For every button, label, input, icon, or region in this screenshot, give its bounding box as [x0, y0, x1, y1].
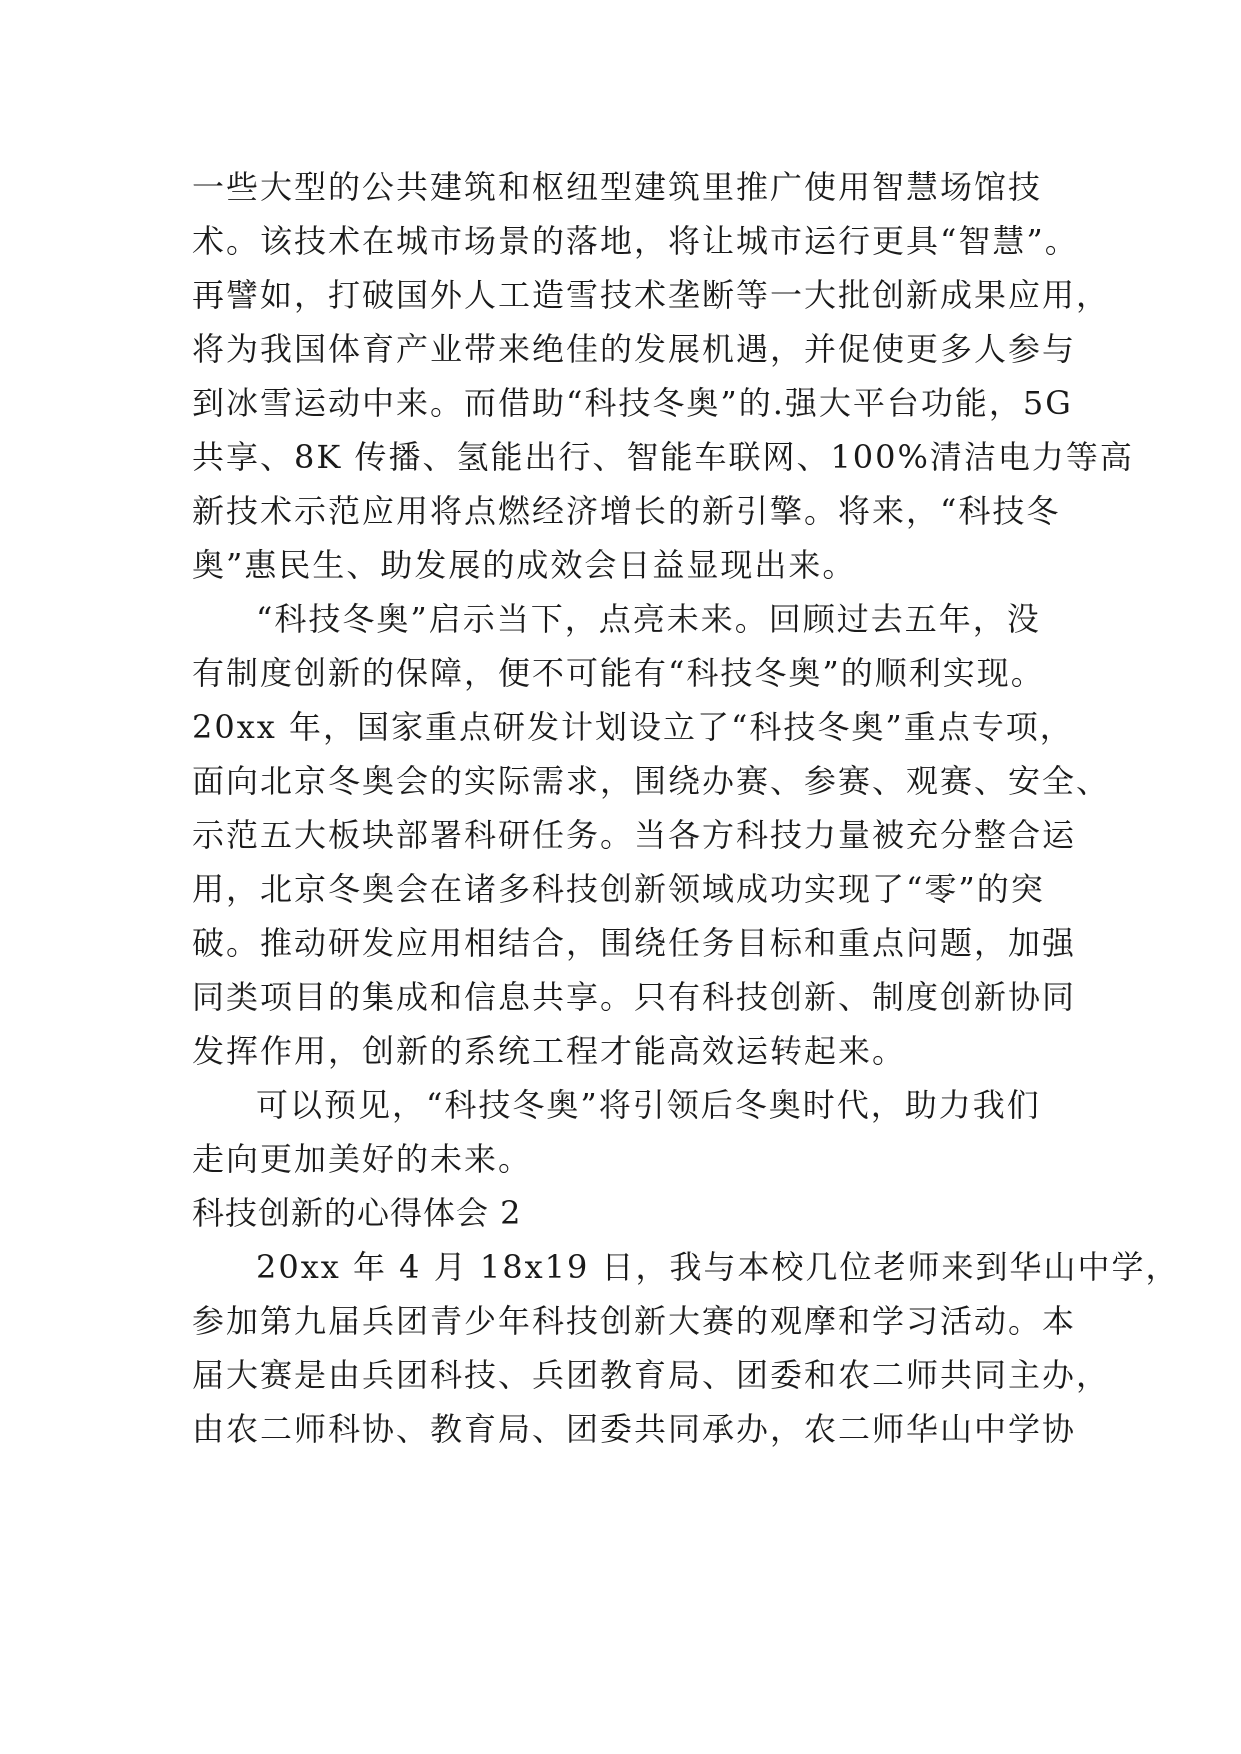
text-line: 术。该技术在城市场景的落地，将让城市运行更具“智慧”。	[192, 222, 1079, 260]
paragraph-first-line: 20xx 年 4 月 18x19 日，我与本校几位老师来到华山中学，	[256, 1248, 1180, 1286]
document-body	[192, 160, 1180, 1456]
text-line: 走向更加美好的未来。	[192, 1140, 533, 1178]
section-heading: 科技创新的心得体会 2	[192, 1194, 522, 1232]
text-line: 20xx 年，国家重点研发计划设立了“科技冬奥”重点专项，	[192, 708, 1074, 746]
text-line: 共享、8K 传播、氢能出行、智能车联网、100%清洁电力等高	[192, 438, 1134, 476]
text-line: 有制度创新的保障，便不可能有“科技冬奥”的顺利实现。	[192, 654, 1045, 692]
text-line: 一些大型的公共建筑和枢纽型建筑里推广使用智慧场馆技	[192, 168, 1043, 206]
text-line: 面向北京冬奥会的实际需求，围绕办赛、参赛、观赛、安全、	[192, 762, 1111, 800]
text-line: 新技术示范应用将点燃经济增长的新引擎。将来，“科技冬	[192, 492, 1061, 530]
text-line: 参加第九届兵团青少年科技创新大赛的观摩和学习活动。本	[192, 1302, 1077, 1340]
text-line: 同类项目的集成和信息共享。只有科技创新、制度创新协同	[192, 978, 1077, 1016]
text-line: 奥”惠民生、助发展的成效会日益显现出来。	[192, 546, 857, 584]
text-line: 届大赛是由兵团科技、兵团教育局、团委和农二师共同主办，	[192, 1356, 1111, 1394]
paragraph-first-line: “科技冬奥”启示当下，点亮未来。回顾过去五年，没	[256, 600, 1041, 638]
text-line: 再譬如，打破国外人工造雪技术垄断等一大批创新成果应用，	[192, 276, 1111, 314]
text-line: 到冰雪运动中来。而借助“科技冬奥”的.强大平台功能，5G	[192, 384, 1073, 422]
text-line: 示范五大板块部署科研任务。当各方科技力量被充分整合运	[192, 816, 1077, 854]
text-line: 用，北京冬奥会在诸多科技创新领域成功实现了“零”的突	[192, 870, 1045, 908]
text-line: 将为我国体育产业带来绝佳的发展机遇，并促使更多人参与	[192, 330, 1077, 368]
paragraph-first-line: 可以预见，“科技冬奥”将引领后冬奥时代，助力我们	[256, 1086, 1041, 1124]
text-line: 破。推动研发应用相结合，围绕任务目标和重点问题，加强	[192, 924, 1077, 962]
text-line: 发挥作用，创新的系统工程才能高效运转起来。	[192, 1032, 907, 1070]
text-line: 由农二师科协、教育局、团委共同承办，农二师华山中学协	[192, 1410, 1077, 1448]
